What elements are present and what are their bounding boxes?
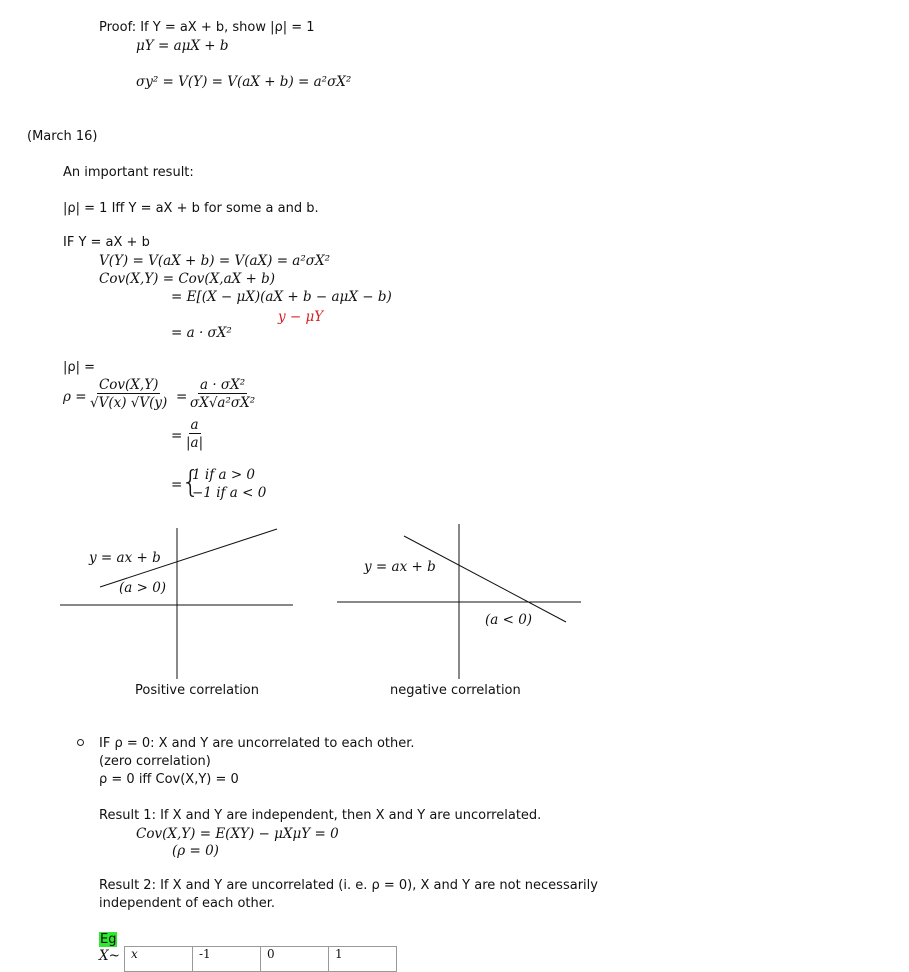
x-distribution-label: X~ [99, 948, 120, 964]
table-cell: 1 [329, 947, 397, 972]
bullet-zero-rho: IF ρ = 0: X and Y are uncorrelated to each other. [99, 736, 415, 751]
table-cell: 0 [261, 947, 329, 972]
left-graph-caption: Positive correlation [135, 683, 260, 698]
equals-sign: = [171, 428, 183, 444]
fraction-denominator: σX√a²σX² [190, 395, 256, 411]
right-negative-slope-line [404, 536, 566, 622]
bullet-marker [77, 739, 84, 746]
fraction-numerator: Cov(X,Y) [98, 377, 159, 393]
result-intro: An important result: [63, 165, 194, 180]
result-1: Result 1: If X and Y are independent, then X and Y are uncorrelated. [99, 808, 542, 823]
cov-result-line: = a · σX² [171, 325, 232, 341]
variance-line: V(Y) = V(aX + b) = V(aX) = a²σX² [99, 253, 330, 269]
bullet-rho-iff-cov: ρ = 0 iff Cov(X,Y) = 0 [99, 772, 239, 787]
result-1-rho: (ρ = 0) [172, 843, 219, 859]
expectation-line: = E[(X − μX)(aX + b − aμX − b) [171, 289, 392, 305]
fraction-denominator: √V(x) √V(y) [90, 395, 168, 411]
piecewise-case-positive: 1 if a > 0 [192, 467, 256, 483]
result-1-equation: Cov(X,Y) = E(XY) − μXμY = 0 [136, 826, 339, 842]
cov-line: Cov(X,Y) = Cov(X,aX + b) [99, 271, 276, 287]
fraction-denominator: |a| [186, 435, 204, 451]
table-cell: x [125, 947, 193, 972]
distribution-table [124, 946, 397, 972]
piecewise-case-negative: −1 if a < 0 [192, 485, 267, 501]
right-graph-equation: y = ax + b [364, 559, 436, 575]
result-statement: |ρ| = 1 Iff Y = aX + b for some a and b. [63, 201, 319, 216]
rho-equals: ρ = [63, 389, 87, 405]
proof-line-variance: σy² = V(Y) = V(aX + b) = a²σX² [136, 74, 352, 90]
equals-sign: = [176, 389, 188, 405]
example-label-wrap [99, 932, 117, 948]
result-2-line-2: independent of each other. [99, 896, 276, 911]
left-graph-equation: y = ax + b [89, 550, 161, 566]
proof-heading: Proof: If Y = aX + b, show |ρ| = 1 [99, 20, 315, 35]
annotation-y-minus-mu: y − μY [278, 309, 324, 325]
equals-sign: = [171, 477, 183, 493]
if-line: IF Y = aX + b [63, 235, 150, 250]
table-cell: -1 [193, 947, 261, 972]
fraction-numerator: a · σX² [199, 377, 246, 393]
example-label: Eg [100, 932, 117, 947]
right-graph-caption: negative correlation [390, 683, 521, 698]
bullet-zero-correlation: (zero correlation) [99, 754, 211, 769]
left-graph-condition: (a > 0) [119, 580, 167, 596]
result-2-line-1: Result 2: If X and Y are uncorrelated (i. e. ρ = 0), X and Y are not necessarily [99, 878, 598, 893]
right-graph-condition: (a < 0) [485, 612, 533, 628]
proof-line-mean: μY = aμX + b [136, 38, 229, 54]
abs-rho-label: |ρ| = [63, 360, 96, 375]
table-row [125, 947, 397, 972]
fraction-numerator: a [190, 417, 199, 433]
date-heading: (March 16) [27, 129, 98, 144]
piecewise-brace: { [181, 465, 201, 500]
